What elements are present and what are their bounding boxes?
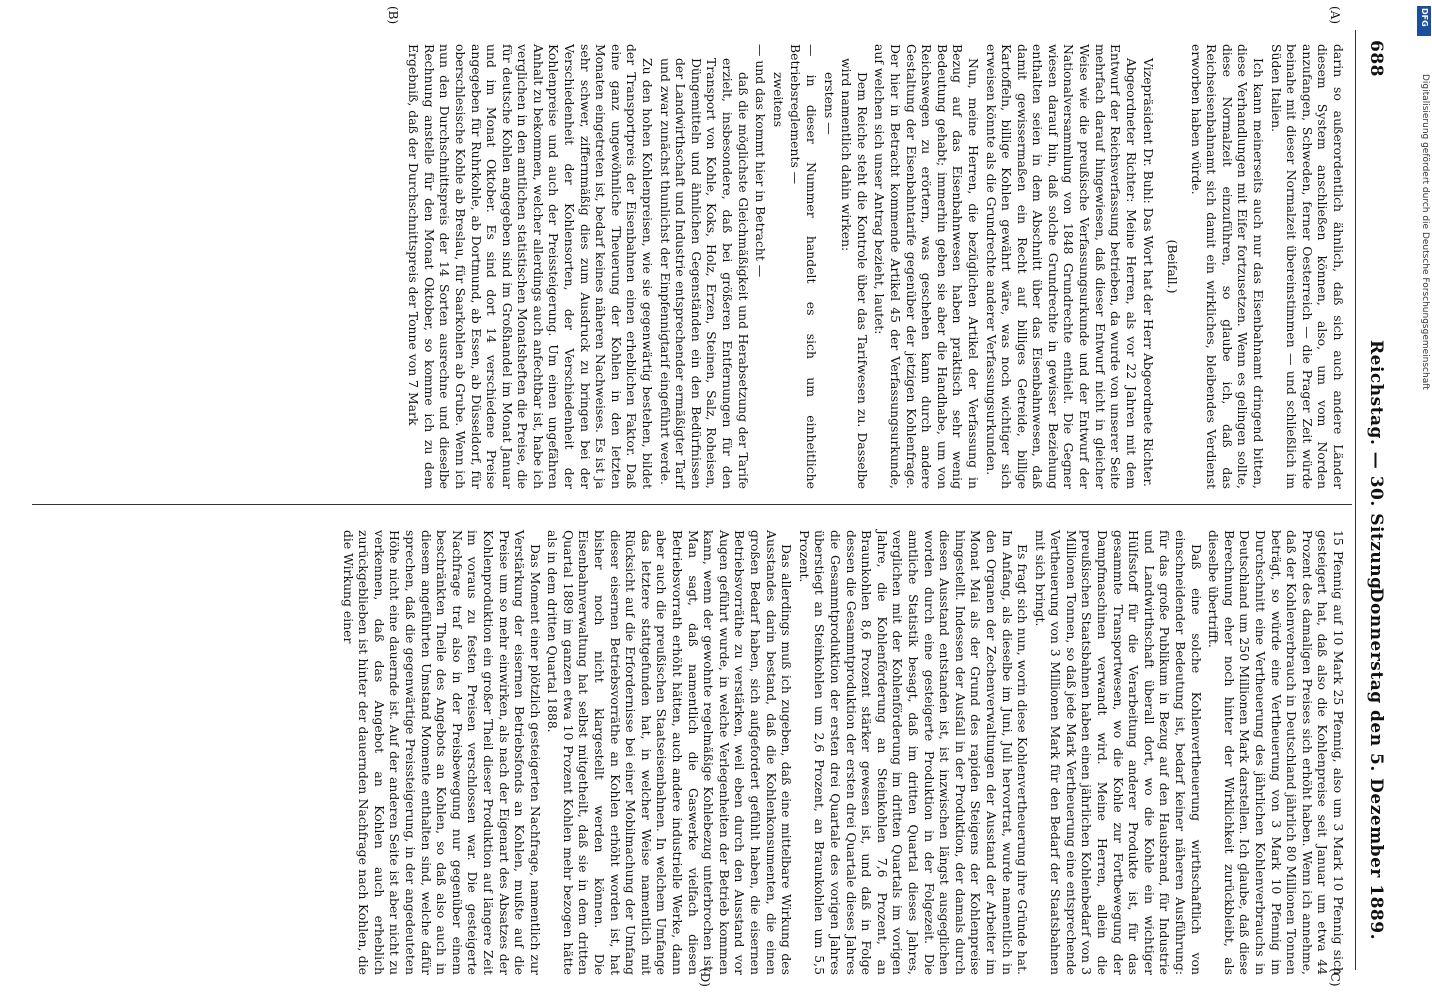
paragraph: Es fragt sich nun, worin diese Kohlenvertheuerung ihre Gründe hat. Im Anfang, als dieselbe im Juni, Juli hervortrat, wurde namentlich in den Organen der Zechenverwaltungen der Ausstand der Arbeiter im Monat Mai als der Grund des rapiden Steigens der Kohlenpreise hingestellt. Indessen der Ausfall in der Produktion, der damals durch diesen Ausstand entstanden ist, ist inzwischen längst ausgeglichen worden durch eine gesteigerte Produktion in der Folgezeit. Die amtliche Statistik besagt, daß im dritten Quartal dieses Jahres, verglichen mit der Kohlenförderung im dritten Quartals im vorigen Jahre, die Kohlenförderung an Steinkohlen 7,6 Prozent, an Braunkohlen 8,6 Prozent stärker gewesen ist, und daß in Folge dessen die Gesammtproduktion der ersten drei Quartale dieses Jahres die Gesammtproduktion der ersten drei Quartale des vorigen Jahres überstiegt an Steinkohlen um 2,6 Prozent, an Braunkohlen um 5,5 Prozent. bbox=[796, 530, 1031, 975]
paragraph: Das Moment einer plötzlich gesteigerten Nachfrage, namentlich zur Verstärkung der eisernen Betriebsfonds an Kohlen, mußte auf die Preise um so mehr einwirken, als nach der Eigenart des Absatzes der Kohlenproduktion ein großer Theil dieser Produktion auf längere Zeit im voraus zu festen Preisen verschlossen war. Die gesteigerte Nachfrage traf also in der Preisbewegung nur gegenüber einem beschränkten Theile des Angebots an Kohlen, so daß also auch in diesem angeführten Umstand Momente enthalten sind, welche dafür sprechen, daß die gegenwärtige Preissteigerung, in der angedeuteten Höhe nicht eine dauernde ist. Auf der anderen Seite ist aber nicht zu verkennen, daß das Angebot an Kohlen auch erheblich zurückgeblieben ist hinter der dauernden Nachfrage nach Kohlen, die die Wirkung einer bbox=[340, 530, 543, 975]
applause-note: (Beifall.) bbox=[1165, 239, 1181, 294]
margin-marker-d: (D) bbox=[698, 968, 712, 987]
paragraph: Zu den hohen Kohlenpreisen, wie sie gegenwärtig bestehen, bildet der Transportpreis der Eisenbahnen einen erheblichen Faktor. Daß eine ganz ungewöhnliche Theuerung der Kohlen in den letzten Monaten eingetreten ist, bedarf keines näheren Nachweises. Es ist ja sehr schwer, ziffernmäßig dies zum Ausdruck zu bringen bei der Verschiedenheit der Kohlensorten, der Verschiedenheit der Kohlenpreise und auch der Preissteigerung. Um einen ungefähren Anhalt zu bekommen, welcher allerdings auch anfechtbar ist, habe ich verglichen in den amtlichen statistischen Monatsheften die Preise, die für deutsche Kohlen angegeben sind im Großhandel im Monat Januar und im Monat Oktober. Es sind dort 14 verschiedene Preise angegeben für Ruhrkohle, ab Dortmund, ab Essen, ab Düsseldorf, für oberschlesische Kohle ab Breslau, für Saarkohlen ab Grube. Wenn ich nun den Durchschnittspreis der 14 Sorten ausrechne und dieselbe Rechnung anstelle für den Monat Oktober, so komme ich zu dem Ergebniß, daß der Durchschnittspreis der Tonne von 7 Mark bbox=[406, 44, 656, 489]
left-column bbox=[404, 44, 1346, 489]
paragraph: 15 Pfennig auf 10 Mark 25 Pfennig, also um 3 Mark 10 Pfennig sich gesteigert hat, daß also die Kohlenpreise seit Januar um etwa 44 Prozent des damaligen Preises sich erhöht haben. Wenn ich annehme, daß der Kohlenverbrauch in Deutschland jährlich 80 Millionen Tonnen beträgt, so würde eine Vertheuerung von 3 Mark 10 Pfennig im Durchschnitt eine Vertheuerung des jährlichen Kohlenverbrauchs in Deutschland um 250 Millionen Mark darstellen. Ich glaube, daß diese Berechnung eher noch hinter der Wirklichkeit zurückbleibt, als dieselbe übertrifft. bbox=[1206, 530, 1346, 975]
speaker-paragraph: Abgeordneter Richter: Meine Herren, als vor 22 Jahren mit dem Entwurf der Reichsverfassung betrieben, da wurde von unserer Seite mehrfach darauf hingewiesen, daß dieser Entwurf nicht in gleicher Weise wie die preußische Verfassungsurkunde und der Entwurf der Nationalversammlung von 1848 Grundrechte enthielt. Die Gegner wiesen darauf hin, daß solche Grundrechte in gewisser Beziehung enthalten seien in dem Abschnitt über das Eisenbahnwesen, daß damit gewissermaßen ein Recht auf billiges Getreide, billige Kartoffeln, billige Kohlen gewährt wäre, was noch wichtiger sich erweisen könnte als die Grundrechte anderer Verfassungsurkunden. bbox=[983, 44, 1139, 489]
paragraph: Daß eine solche Kohlenvertheuerung wirthschaftlich von einschneidender Bedeutung ist, bedarf keiner näheren Ausführung: für das große Publikum in Bezug auf den Hausbrand, für Industrie und Landwirthschaft überall dort, wo die Kohle ein wichtiger Hülfsstoff für die Verarbeitung anderer Produkte ist, für das gesammte Transportwesen, wo die Kohle zur Fortbewegung der Dampfmaschinen verwandt wird. Meine Herren, allein die preußischen Staatsbahnen haben einen jährlichen Kohlenbedarf von 3 Millionen Tonnen, so daß jede Mark Vertheuerung eine entsprechende Vertheuerung von 3 Millionen Mark für den Bedarf der Staatsbahnen mit sich bringt. bbox=[1032, 530, 1204, 975]
digitization-note-text: Digitalisierung gefördert durch die Deutsche Forschungsgemeinschaft bbox=[1420, 74, 1430, 390]
header-rule bbox=[1355, 30, 1356, 970]
session-date: Donnerstag den 5. Dezember 1889. bbox=[1366, 587, 1386, 940]
quote: zweitens bbox=[770, 72, 786, 128]
speaker-paragraph: Vizepräsident Dr. Buhl: Das Wort hat der Herr Abgeordnete Richter. bbox=[1141, 58, 1157, 487]
quote: daß die möglichste Gleichmäßigkeit und Herabsetzung der Tarife erzielt, insbesondere, daß bei größeren Entfernungen für den Transport von Kohle, Koks, Holz, Erzen, Steinen, Salz, Roheisen, Düngemitteln und ähnlichen Gegenständen ein den Bedürfnissen der Landwirthschaft und Industrie entsprechender ermäßigter Tarif und zwar zunächst thunlichst der Einpfennigtarif eingeführt werde. bbox=[657, 58, 751, 489]
paragraph: — und das kommt hier in Betracht — bbox=[753, 44, 769, 278]
page-number: 688 bbox=[1366, 40, 1386, 77]
session-title: Reichstag. — 30. Sitzung. bbox=[1366, 340, 1386, 596]
paragraph: Das allerdings muß ich zugeben, daß eine mittelbare Wirkung des Ausstandes darin bestand, daß die Kohlenkonsumenten, die einen großen Bedarf haben, sich aufgefordert gefühlt haben, die eisernen Betriebsvorräthe zu verstärken, weil eben durch den Ausstand vor Augen geführt wurde, in welche Verlegenheiten der Betrieb kommen kann, wenn der gewohnte regelmäßige Kohlebezug unterbrochen ist. Man sagt, daß namentlich die Gaswerke vielfach diesen Betriebsvorrath erhöht hätten, auch andere industrielle Werke, dann aber auch die preußischen Staatseisenbahnen. In welchem Umfange das letztere stattgefunden hat, in welcher Weise namentlich mit Rücksicht auf die Erfordernisse bei einer Mobilmachung der Umfang dieser eisernen Betriebsvorräthe an Kohlen erhöht worden ist, hat bisher noch nicht klargestellt werden können. Die Eisenbahnverwaltung hat selbst mitgetheilt, daß sie in dem dritten Quartal 1889 im ganzen etwa 10 Prozent Kohlen mehr bezogen hätte als in dem dritten Quartal 1888. bbox=[545, 530, 795, 975]
margin-marker-c: (C) bbox=[1328, 968, 1342, 987]
running-head bbox=[1360, 40, 1386, 960]
margin-marker-b: (B) bbox=[386, 6, 400, 25]
paragraph: — in dieser Nummer handelt es sich um einheitliche Betriebsreglements — bbox=[788, 44, 819, 489]
right-column bbox=[338, 530, 1346, 975]
margin-marker-a: (A) bbox=[1328, 6, 1342, 25]
dfg-logo-text: DFG bbox=[1420, 8, 1429, 27]
quote: erstens — bbox=[821, 72, 837, 135]
dfg-logo bbox=[1417, 6, 1431, 36]
quote: Dem Reiche steht die Kontrole über das Tarifwesen zu. Dasselbe wird namentlich dahin wirken: bbox=[839, 58, 870, 489]
paragraph: darin so außerordentlich ähnlich, daß sich auch andere Länder diesem System anschließen können, also, um vom Norden anzufangen, Schweden, ferner Oesterreich — die Prager Zeit würde beinahe mit dieser Normalzeit übereinstimmen — und schließlich im Süden Italien. bbox=[1268, 44, 1346, 489]
paragraph: Ich kann meinerseits auch nur das Eisenbahnamt dringend bitten, diese Verhandlungen mit Eifer fortzusetzen. Wenn es gelingen sollte, diese Normalzeit einzuführen, so glaube ich, daß das Reichseisenbahnamt sich damit ein wirkliches, bleibendes Verdienst erworben haben würde. bbox=[1188, 44, 1267, 489]
paragraph: Nun, meine Herren, die bezüglichen Artikel der Verfassung in Bezug auf das Eisenbahnwesen haben praktisch sehr wenig Bedeutung gehabt; immerhin geben sie aber die Handhabe, um von Reichswegen zu erörtern, was geschehen kann durch andere Gestaltung der Eisenbahntarife gegenüber der jetzigen Kohlenfrage. Der hier in Betracht kommende Artikel 45 der Verfassungsurkunde, auf welchen sich unser Antrag bezieht, lautet: bbox=[872, 44, 981, 489]
column-divider bbox=[32, 504, 1352, 505]
